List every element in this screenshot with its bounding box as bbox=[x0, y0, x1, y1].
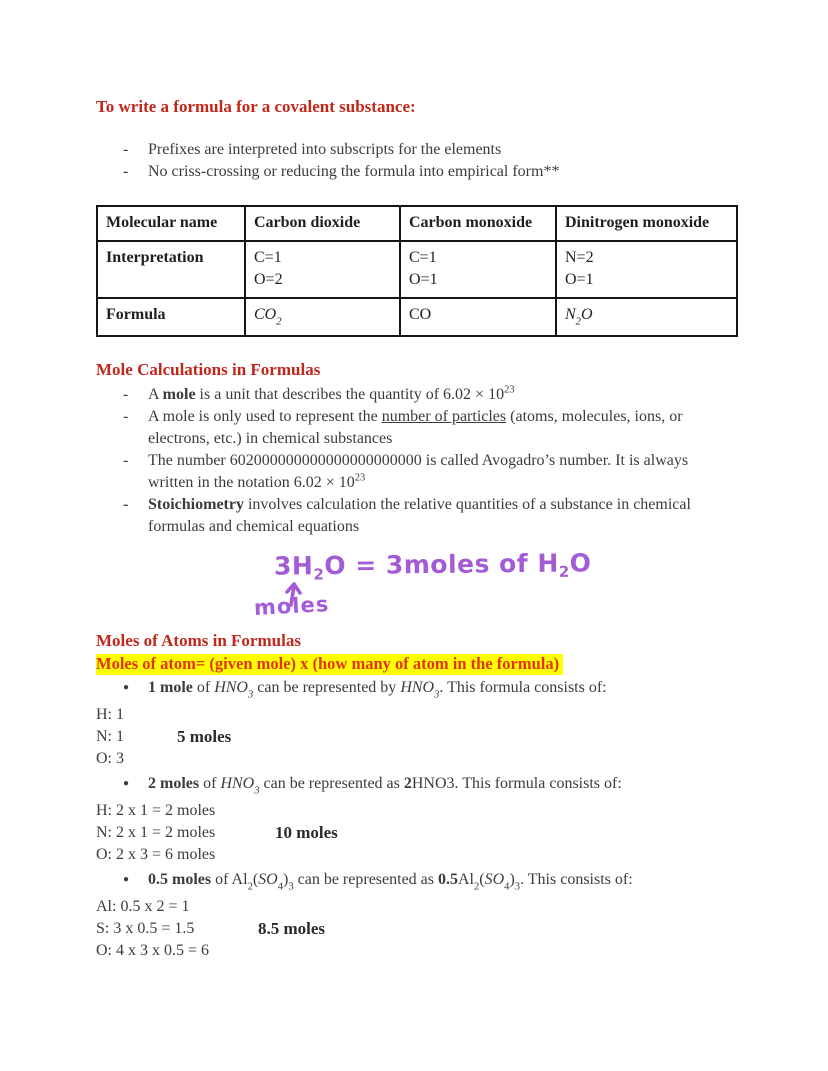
cell-line: O=2 bbox=[254, 271, 283, 288]
atom-line: N: 1 bbox=[96, 728, 124, 745]
text-segment: 3 bbox=[434, 689, 440, 701]
text-segment: N bbox=[565, 306, 576, 323]
atom-line: O: 3 bbox=[96, 750, 124, 767]
table-row-interpretation bbox=[97, 241, 737, 298]
mole-calc-bullet-list bbox=[96, 384, 732, 538]
atom-line: O: 4 x 3 x 0.5 = 6 bbox=[96, 942, 210, 959]
text-segment: SO bbox=[484, 871, 505, 888]
list-item bbox=[123, 677, 732, 699]
atom-line: O: 2 x 3 = 6 moles bbox=[96, 846, 216, 863]
bullet-text bbox=[148, 450, 732, 494]
section-heading-covalent: To write a formula for a covalent substance: bbox=[96, 97, 416, 116]
text-segment: O bbox=[569, 548, 592, 578]
text-segment: ) bbox=[509, 871, 515, 888]
table-cell bbox=[556, 241, 737, 298]
atom-line: H: 1 bbox=[96, 706, 124, 723]
list-item bbox=[123, 384, 732, 406]
dash-bullet-glyph: - bbox=[123, 163, 129, 180]
text-segment: mole bbox=[162, 386, 196, 403]
table-header-cell: Carbon monoxide bbox=[400, 206, 556, 241]
formula-cell bbox=[400, 298, 556, 336]
disc-bullet-glyph: ● bbox=[123, 778, 130, 789]
molecular-name-table bbox=[96, 205, 738, 337]
text-segment: 3 bbox=[254, 785, 260, 797]
text-segment: 2 bbox=[403, 775, 412, 792]
cell-line: C=1 bbox=[409, 249, 437, 266]
cell-line: N=2 bbox=[565, 249, 594, 266]
text-segment: HNO bbox=[220, 775, 255, 792]
table-row-formula bbox=[97, 298, 737, 336]
text-segment: Al bbox=[458, 871, 474, 888]
table-header-cell: Carbon dioxide bbox=[245, 206, 400, 241]
text-segment: 2 bbox=[474, 881, 480, 893]
atom-line: Al: 0.5 x 2 = 1 bbox=[96, 898, 190, 915]
cell-line: O=1 bbox=[409, 271, 438, 288]
bullet-text bbox=[148, 139, 732, 161]
disc-bullet-glyph: ● bbox=[123, 682, 130, 693]
text-segment: . This formula consists of: bbox=[439, 679, 607, 696]
handwritten-annotation bbox=[96, 550, 732, 622]
text-segment: 0.5 bbox=[438, 871, 458, 888]
bullet-text bbox=[148, 384, 732, 406]
text-segment: can be represented as bbox=[259, 775, 404, 792]
text-segment: 4 bbox=[277, 881, 284, 893]
row-label-cell: Interpretation bbox=[97, 241, 245, 298]
text-segment: Stoichiometry bbox=[148, 496, 244, 513]
text-segment: 3 bbox=[514, 881, 521, 893]
atom-line: S: 3 x 0.5 = 1.5 bbox=[96, 920, 195, 937]
text-segment: 3 bbox=[288, 881, 294, 893]
text-segment: 3 bbox=[247, 689, 254, 701]
dash-bullet-glyph: - bbox=[123, 141, 129, 158]
atom-line: H: 2 x 1 = 2 moles bbox=[96, 802, 216, 819]
text-segment: 2 bbox=[276, 316, 282, 328]
atom-count-block bbox=[96, 800, 732, 866]
dash-bullet-glyph: - bbox=[123, 386, 129, 403]
highlighted-formula-rule: Moles of atom= (given mole) x (how many of atom in the formula) bbox=[96, 654, 563, 675]
text-segment: O = 3moles of H bbox=[324, 548, 559, 581]
text-segment: ) bbox=[283, 871, 289, 888]
text-segment: 23 bbox=[354, 472, 366, 484]
text-segment: (atoms, molecules, ions, or electrons, etc.) in chemical substances bbox=[148, 408, 683, 447]
handwritten-moles-label: moles bbox=[253, 592, 330, 620]
list-item bbox=[123, 139, 732, 161]
dash-bullet-glyph: - bbox=[123, 408, 129, 425]
text-segment: 23 bbox=[504, 384, 515, 396]
text-segment: No criss-crossing or reducing the formula into empirical form** bbox=[148, 163, 560, 180]
table-header-cell: Molecular name bbox=[97, 206, 245, 241]
list-item bbox=[123, 406, 732, 450]
cell-line: O=1 bbox=[565, 271, 594, 288]
text-segment: 2 bbox=[313, 565, 325, 584]
list-item bbox=[123, 161, 732, 183]
bullet-text bbox=[148, 677, 732, 699]
text-segment: O bbox=[580, 306, 593, 323]
list-item bbox=[123, 494, 732, 538]
bullet-text bbox=[148, 406, 732, 450]
atom-count-block bbox=[96, 704, 732, 770]
list-item bbox=[123, 773, 732, 795]
handwritten-equation bbox=[273, 548, 592, 584]
text-segment: HNO bbox=[214, 679, 248, 696]
text-segment: 0.5 moles bbox=[148, 871, 212, 888]
text-segment: 2 bbox=[247, 881, 253, 893]
dash-bullet-glyph: - bbox=[123, 496, 129, 513]
text-segment: 3H bbox=[273, 551, 314, 581]
text-segment: can be represented by bbox=[253, 679, 401, 696]
moles-examples-list bbox=[96, 773, 732, 795]
text-segment: can be represented as bbox=[293, 871, 438, 888]
moles-examples-list bbox=[96, 677, 732, 699]
row-label-cell: Formula bbox=[97, 298, 245, 336]
text-segment: number of particles bbox=[381, 408, 507, 425]
disc-bullet-glyph: ● bbox=[123, 874, 130, 885]
bullet-text bbox=[148, 773, 732, 795]
text-segment: of bbox=[199, 775, 221, 792]
total-moles-note: 8.5 moles bbox=[258, 919, 326, 938]
moles-examples-list bbox=[96, 869, 732, 891]
text-segment: O bbox=[264, 306, 277, 323]
total-moles-note: 5 moles bbox=[177, 727, 232, 746]
text-segment: HNO bbox=[400, 679, 435, 696]
total-moles-note: 10 moles bbox=[275, 823, 338, 842]
covalent-bullet-list bbox=[96, 139, 732, 183]
text-segment: A mole is only used to represent the bbox=[148, 408, 382, 425]
text-segment: 2 bbox=[558, 562, 570, 581]
text-segment: . This consists of: bbox=[520, 871, 633, 888]
table-cell bbox=[245, 241, 400, 298]
text-segment: A bbox=[148, 386, 163, 403]
bullet-text bbox=[148, 161, 732, 183]
text-segment: 2 moles bbox=[148, 775, 200, 792]
cell-line: C=1 bbox=[254, 249, 282, 266]
text-segment: CO bbox=[409, 306, 432, 323]
text-segment: is a unit that describes the quantity of 6.02 × 10 bbox=[195, 386, 505, 403]
bullet-text bbox=[148, 494, 732, 538]
atom-count-block bbox=[96, 896, 732, 962]
text-segment: of Al bbox=[211, 871, 248, 888]
text-segment: HNO3. This formula consists of: bbox=[411, 775, 622, 792]
table-cell bbox=[400, 241, 556, 298]
table-header-row bbox=[97, 206, 737, 241]
list-item bbox=[123, 450, 732, 494]
list-item bbox=[123, 869, 732, 891]
text-segment: C bbox=[254, 306, 265, 323]
section-heading-mole-calculations: Mole Calculations in Formulas bbox=[96, 360, 321, 379]
text-segment: ( bbox=[479, 871, 485, 888]
text-segment: SO bbox=[258, 871, 278, 888]
formula-cell bbox=[556, 298, 737, 336]
text-segment: 4 bbox=[504, 881, 510, 893]
text-segment: of bbox=[192, 679, 215, 696]
dash-bullet-glyph: - bbox=[123, 452, 129, 469]
formula-cell bbox=[245, 298, 400, 336]
text-segment: involves calculation the relative quantities of a substance in chemical formulas and chemical equations bbox=[148, 496, 691, 535]
table-header-cell: Dinitrogen monoxide bbox=[556, 206, 737, 241]
atom-line: N: 2 x 1 = 2 moles bbox=[96, 824, 216, 841]
text-segment: The number 602000000000000000000000 is called Avogadro’s number. It is always written in the notation 6.02 × 10 bbox=[148, 452, 689, 491]
text-segment: ( bbox=[252, 871, 259, 888]
text-segment: Prefixes are interpreted into subscripts for the elements bbox=[148, 141, 502, 158]
text-segment: 1 mole bbox=[148, 679, 193, 696]
bullet-text bbox=[148, 869, 732, 891]
text-segment: 2 bbox=[575, 316, 581, 328]
section-heading-moles-of-atoms: Moles of Atoms in Formulas bbox=[96, 631, 301, 650]
